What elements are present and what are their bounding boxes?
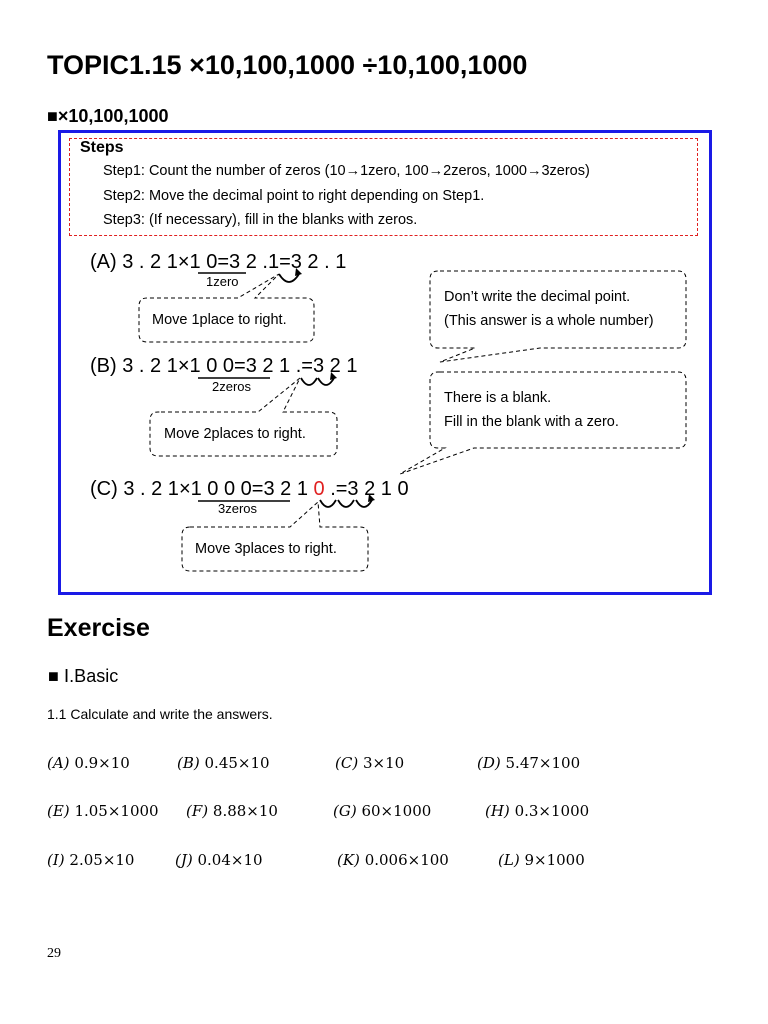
problem-i: (I) 2.05×10: [47, 851, 135, 869]
blank-callout: [444, 386, 619, 434]
page-number: 29: [47, 946, 61, 961]
example-c-zeros: 3zeros: [218, 501, 258, 516]
basic-subheading: ■ Ⅰ.Basic: [48, 666, 119, 686]
problem-a: (A) 0.9×10: [47, 754, 130, 772]
example-a-zeros: 1zero: [206, 274, 239, 289]
whole-number-callout: [444, 285, 654, 333]
problem-l: (L) 9×1000: [498, 851, 585, 869]
step-1: Step1: Count the number of zeros (10→1zero, 100→2zeros, 1000→3zeros): [103, 163, 590, 179]
blank-line-2: Fill in the blank with a zero.: [444, 414, 619, 430]
example-a-note: Move 1place to right.: [152, 312, 287, 328]
problem-h: (H) 0.3×1000: [485, 802, 590, 820]
example-b-rhs: =3 2 1 .=3 2 1: [234, 355, 358, 377]
example-a-rhs: =3 2 .1=3 2 . 1: [217, 251, 347, 273]
example-c-times: ×: [178, 478, 191, 500]
example-c-equation: [90, 478, 409, 501]
example-a-multiplier: 1 0: [189, 251, 218, 273]
problem-d: (D) 5.47×100: [477, 754, 581, 772]
example-b-times: ×: [177, 355, 190, 377]
step-3: Step3: (If necessary), fill in the blanks with zeros.: [103, 212, 418, 228]
example-a-equation: [90, 251, 346, 274]
example-b-lhs: 3 . 2 1: [122, 355, 178, 377]
whole-number-line-2: (This answer is a whole number): [444, 313, 654, 329]
example-c-label: (C): [90, 478, 118, 500]
problem-e: (E) 1.05×1000: [47, 802, 159, 820]
example-c-note: Move 3places to right.: [195, 541, 337, 557]
whole-number-line-1: Don’t write the decimal point.: [444, 289, 631, 305]
example-c-rhs-pre: =3 2 1: [251, 478, 314, 500]
blank-line-1: There is a blank.: [444, 390, 552, 406]
example-b-multiplier: 1 0 0: [189, 355, 235, 377]
example-b-zeros: 2zeros: [212, 379, 252, 394]
step-2: Step2: Move the decimal point to right depending on Step1.: [103, 188, 485, 204]
exercise-instruction: 1.1 Calculate and write the answers.: [47, 706, 273, 722]
problem-j: (J) 0.04×10: [175, 851, 263, 869]
problem-f: (F) 8.88×10: [186, 802, 278, 820]
example-b-label: (B): [90, 355, 117, 377]
problem-c: (C) 3×10: [335, 754, 405, 772]
page-title: TOPIC1.15 ×10,100,1000 ÷10,100,1000: [47, 50, 528, 80]
example-c-lhs: 3 . 2 1: [123, 478, 179, 500]
example-b-note: Move 2places to right.: [164, 426, 306, 442]
example-c-rhs-post: .=3 2 1 0: [324, 478, 409, 500]
steps-heading: Steps: [80, 139, 124, 156]
problem-k: (K) 0.006×100: [337, 851, 449, 869]
exercise-heading: Exercise: [47, 614, 150, 642]
example-c-multiplier: 1 0 0 0: [190, 478, 252, 500]
example-a-times: ×: [177, 251, 190, 273]
example-a-label: (A): [90, 251, 117, 273]
problem-g: (G) 60×1000: [333, 802, 432, 820]
problem-b: (B) 0.45×10: [177, 754, 270, 772]
section-heading-multiply: ■×10,100,1000: [47, 106, 169, 126]
example-a-lhs: 3 . 2 1: [122, 251, 178, 273]
example-c-filled-zero: 0: [313, 478, 325, 500]
example-b-equation: [90, 355, 357, 378]
